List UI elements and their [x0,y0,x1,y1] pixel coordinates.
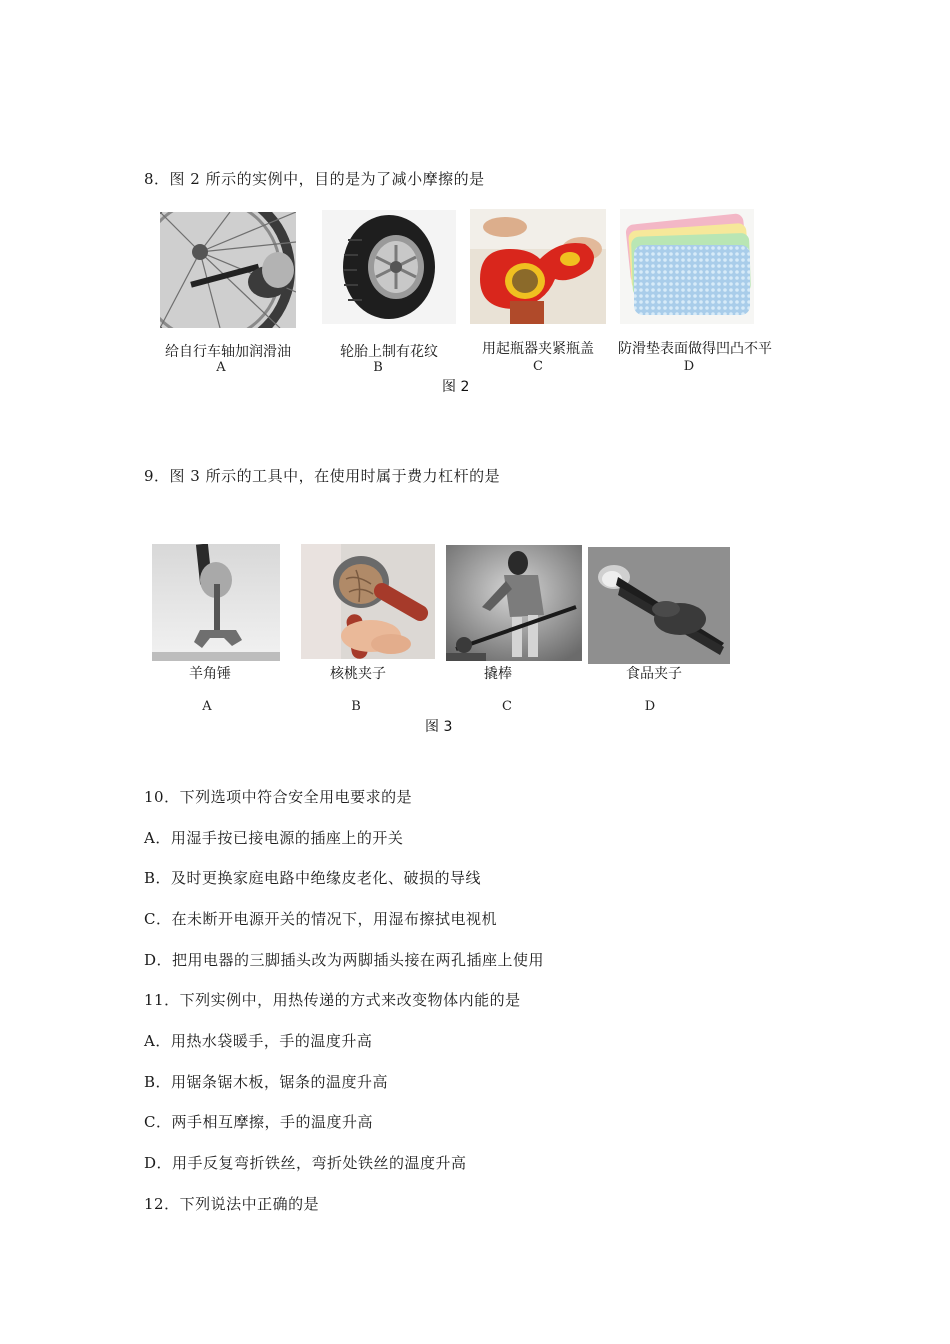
q8-caption-b: 轮胎上制有花纹 [340,344,438,360]
q11-option-d: D．用手反复弯折铁丝，弯折处铁丝的温度升高 [144,1154,467,1172]
q9-caption-d: 食品夹子 [626,666,682,682]
q8-letter-d: D [683,359,695,374]
question-10-stem: 10．下列选项中符合安全用电要求的是 [144,788,413,806]
q9-letter-c: C [502,699,512,714]
q9-letter-d: D [644,699,656,714]
q8-caption-c: 用起瓶器夹紧瓶盖 [482,341,594,357]
figure-2-label: 图 2 [442,379,470,395]
q8-letter-a: A [216,360,226,375]
q11-option-b: B．用锯条锯木板，锯条的温度升高 [144,1073,389,1091]
q8-letter-c: C [533,359,543,374]
nutcracker-photo [301,544,435,659]
figure-3-label: 图 3 [425,719,453,735]
question-11-stem: 11．下列实例中，用热传递的方式来改变物体内能的是 [144,991,521,1009]
tire-photo [322,210,456,324]
q9-letter-a: A [202,699,212,714]
q10-option-c: C．在未断开电源开关的情况下，用湿布擦拭电视机 [144,910,497,928]
q10-option-a: A．用湿手按已接电源的插座上的开关 [144,829,404,847]
bottle-opener-photo [470,209,606,324]
q8-caption-d: 防滑垫表面做得凹凸不平 [618,341,772,357]
q9-caption-c: 撬棒 [484,666,512,682]
food-tongs-photo [588,547,730,664]
q9-caption-b: 核桃夹子 [330,666,386,682]
bicycle-oiling-photo [160,212,296,328]
q10-option-b: B．及时更换家庭电路中绝缘皮老化、破损的导线 [144,869,482,887]
claw-hammer-photo [152,544,280,661]
q11-option-a: A．用热水袋暖手，手的温度升高 [144,1032,373,1050]
q10-option-d: D．把用电器的三脚插头改为两脚插头接在两孔插座上使用 [144,951,545,969]
q11-option-c: C．两手相互摩擦，手的温度升高 [144,1113,373,1131]
question-8-stem: 8．图 2 所示的实例中，目的是为了减小摩擦的是 [144,170,485,188]
q8-letter-b: B [373,360,383,375]
q8-caption-a: 给自行车轴加润滑油 [165,344,291,360]
anti-slip-mat-photo [620,209,754,324]
q9-caption-a: 羊角锤 [189,666,231,682]
question-9-stem: 9．图 3 所示的工具中，在使用时属于费力杠杆的是 [144,467,501,485]
question-12-stem: 12．下列说法中正确的是 [144,1195,320,1213]
crowbar-photo [446,545,582,661]
q9-letter-b: B [351,699,361,714]
